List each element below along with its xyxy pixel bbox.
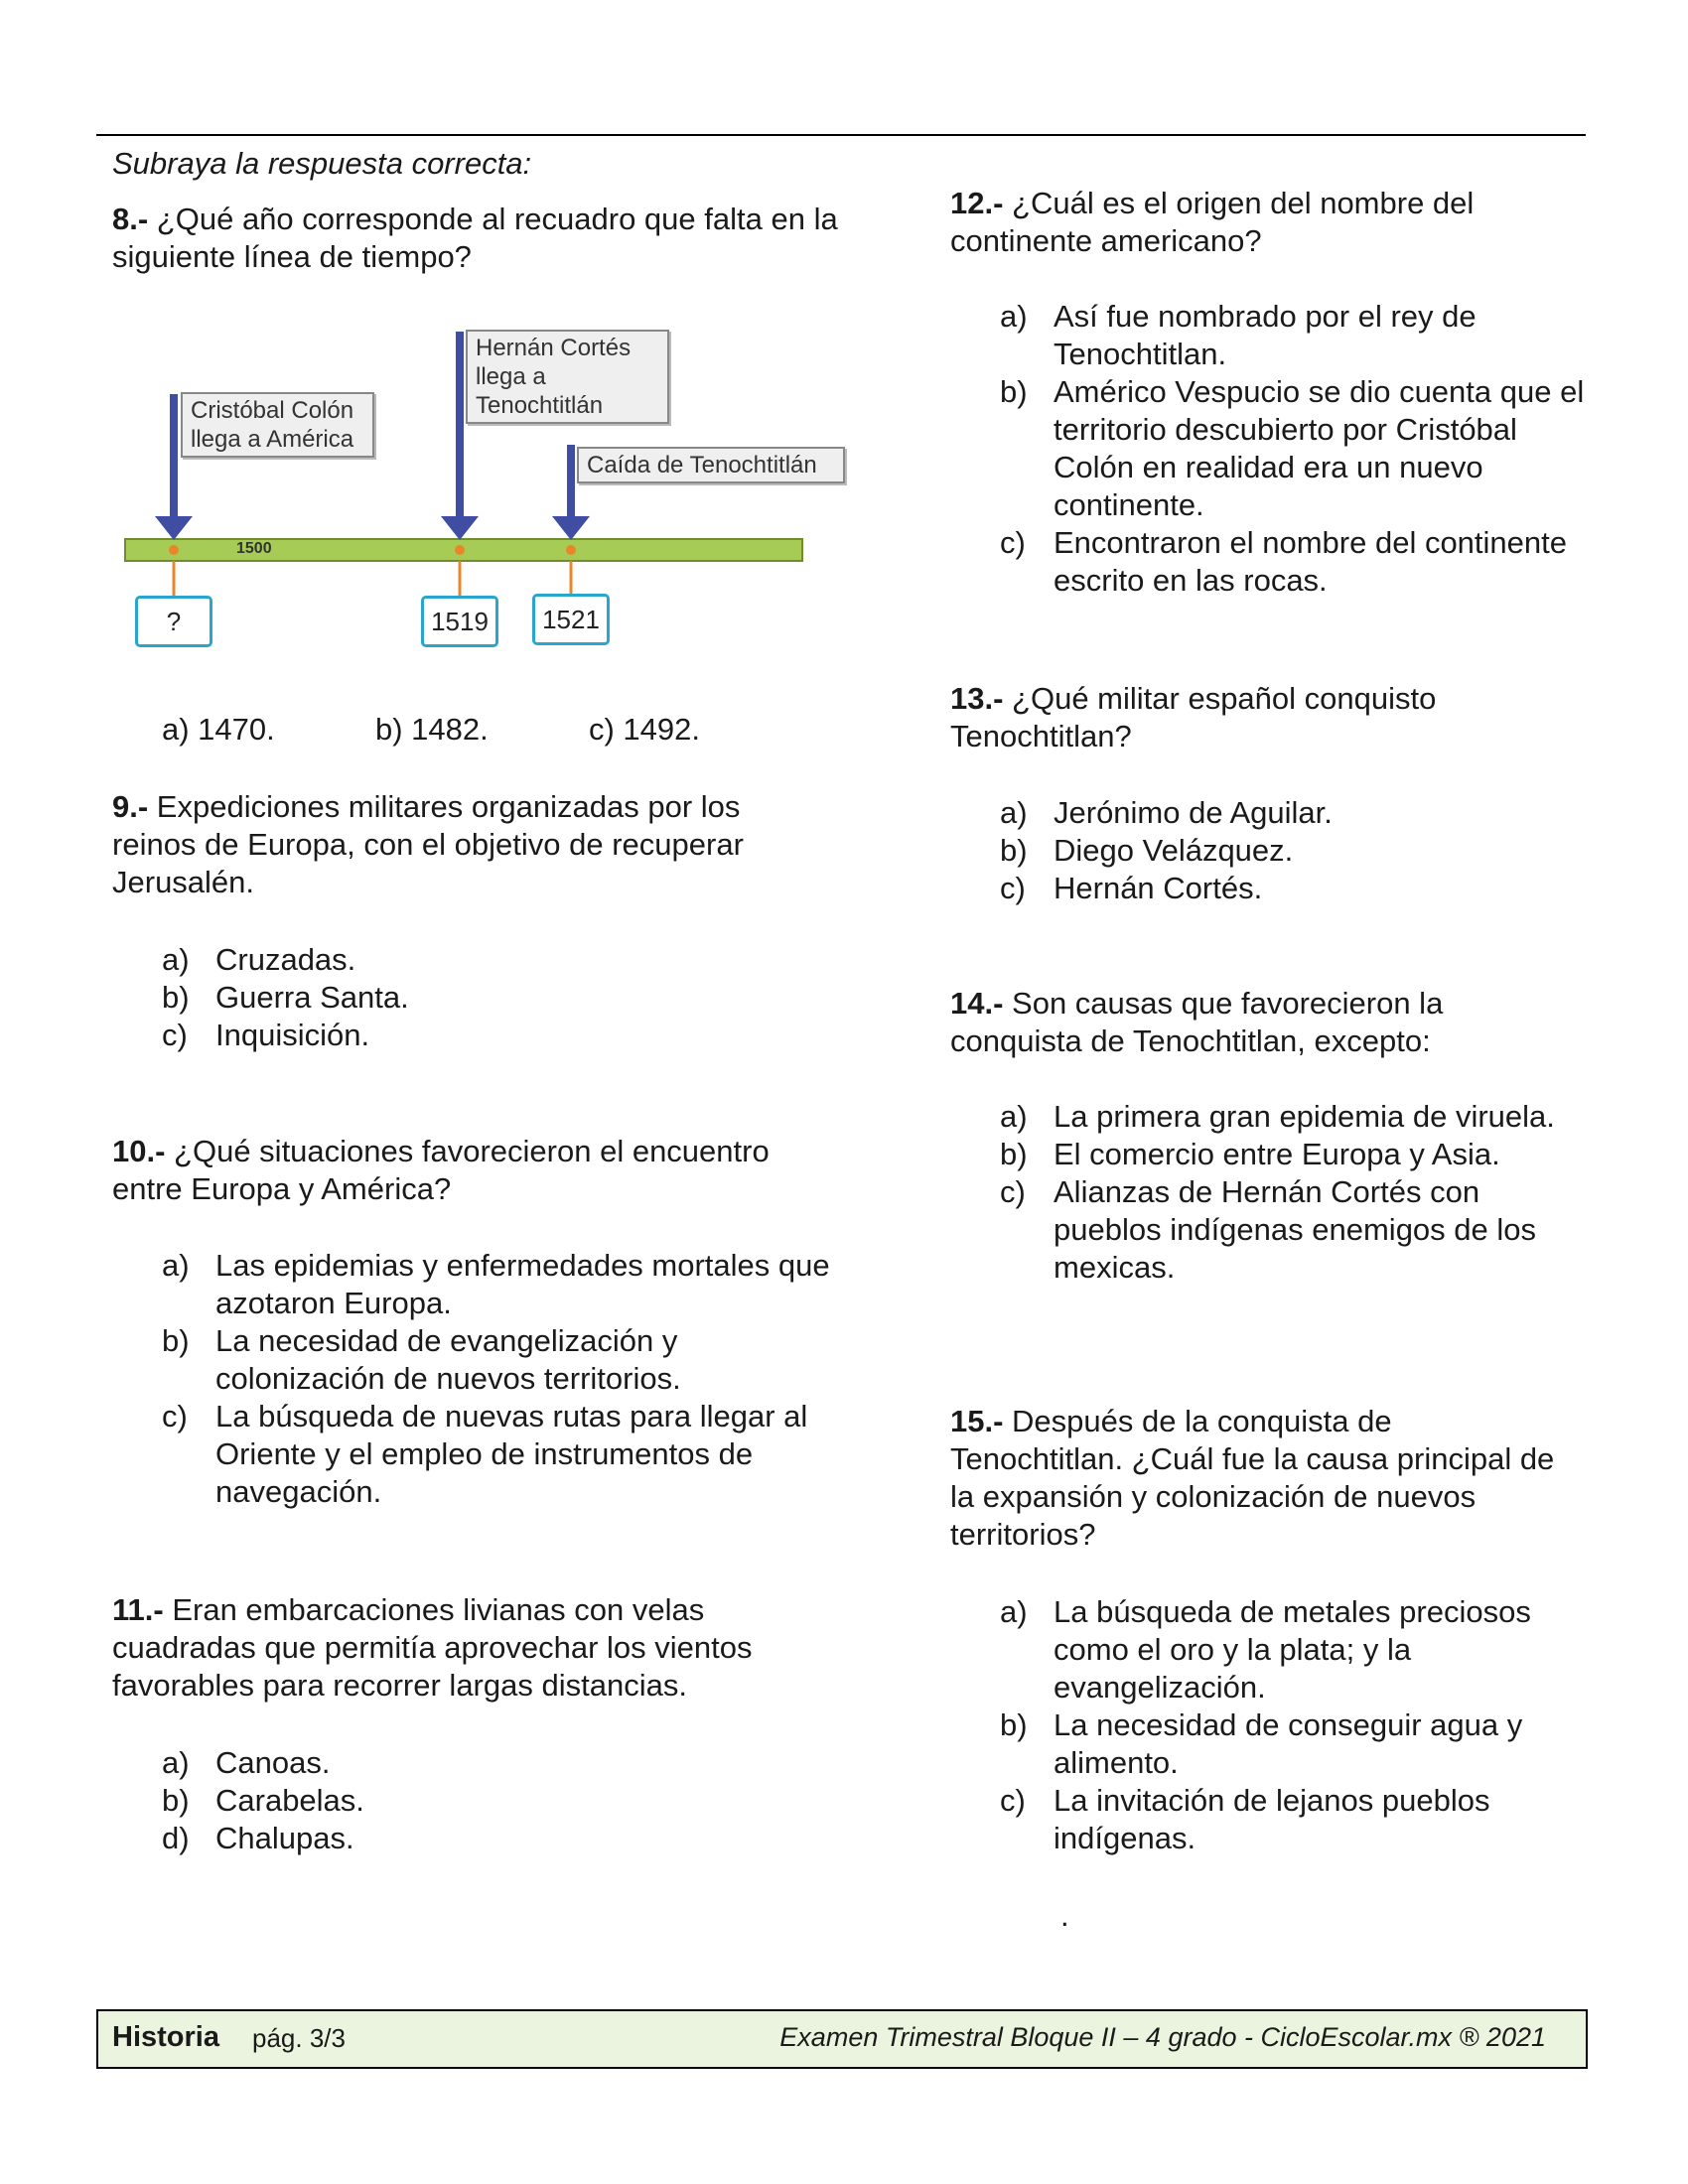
- option-a[interactable]: a) La primera gran epidemia de viruela.: [1000, 1099, 1555, 1134]
- question-number: 15.-: [950, 1404, 1004, 1438]
- arrow-shaft-2: [456, 332, 464, 516]
- option-c[interactable]: c) La invitación de lejanos pueblos indígenas.: [1000, 1783, 1490, 1855]
- option-a[interactable]: a) Cruzadas.: [162, 942, 356, 977]
- arrow-shaft-3: [567, 445, 575, 516]
- option-b[interactable]: b) Carabelas.: [162, 1783, 364, 1818]
- q11-options: [162, 1744, 837, 1857]
- footer-exam: Examen Trimestral Bloque II – 4 grado - CicloEscolar.mx ® 2021: [779, 2022, 1546, 2052]
- q10-options: [162, 1247, 847, 1511]
- option-b[interactable]: b) La necesidad de conseguir agua y alimento.: [1000, 1707, 1523, 1780]
- question-text: ¿Cuál es el origen del nombre del continente americano?: [950, 186, 1475, 258]
- q12-options: [1000, 298, 1596, 600]
- option-c[interactable]: c) Alianzas de Hernán Cortés con pueblos indígenas enemigos de los mexicas.: [1000, 1174, 1537, 1285]
- event-box-cortes: Hernán Cortés llega a Tenochtitlán: [466, 330, 669, 424]
- question-text: Expediciones militares organizadas por los reinos de Europa, con el objetivo de recuperar Jerusalén.: [112, 789, 744, 899]
- question-text: Después de la conquista de Tenochtitlan. ¿Cuál fue la causa principal de la expansión y colonización de nuevos territorios?: [950, 1404, 1555, 1552]
- event-box-colon: Cristóbal Colón llega a América: [181, 392, 374, 458]
- question-text: Son causas que favorecieron la conquista de Tenochtitlan, excepto:: [950, 986, 1444, 1058]
- instruction: Subraya la respuesta correcta:: [112, 146, 532, 181]
- option-a[interactable]: a) Canoas.: [162, 1745, 331, 1780]
- option-a[interactable]: a) Así fue nombrado por el rey de Tenochtitlan.: [1000, 299, 1477, 371]
- question-8: [112, 201, 847, 276]
- stray-dot: .: [1060, 1898, 1069, 1933]
- question-number: 8.-: [112, 202, 149, 236]
- question-number: 9.-: [112, 789, 149, 824]
- q14-options: [1000, 1098, 1596, 1287]
- top-rule: [96, 134, 1586, 136]
- year-box-1519: 1519: [421, 596, 498, 647]
- q13-options: [1000, 794, 1596, 907]
- option-b[interactable]: b) El comercio entre Europa y Asia.: [1000, 1137, 1500, 1171]
- q9-options: [162, 941, 837, 1054]
- year-box-missing: ?: [135, 596, 212, 647]
- option-a[interactable]: a) Las epidemias y enfermedades mortales que azotaron Europa.: [162, 1248, 830, 1320]
- option-d[interactable]: d) Chalupas.: [162, 1821, 354, 1855]
- footer: [96, 2009, 1588, 2069]
- option-a[interactable]: a) La búsqueda de metales preciosos como el oro y la plata; y la evangelización.: [1000, 1594, 1531, 1705]
- arrow-head-1: [155, 516, 193, 540]
- option-c[interactable]: c) 1492.: [589, 712, 701, 747]
- option-c[interactable]: c) Encontraron el nombre del continente escrito en las rocas.: [1000, 525, 1567, 598]
- arrow-shaft-1: [170, 394, 178, 518]
- question-9: [112, 788, 827, 901]
- year-box-1521: 1521: [532, 594, 610, 645]
- option-b[interactable]: b) Américo Vespucio se dio cuenta que el territorio descubierto por Cristóbal Colón en realidad era un nuevo continente.: [1000, 374, 1585, 522]
- timeline-bar-label: 1500: [236, 540, 272, 557]
- arrow-head-2: [441, 516, 479, 540]
- timeline-figure: [119, 328, 844, 655]
- question-number: 13.-: [950, 681, 1004, 716]
- question-12: [950, 185, 1546, 260]
- option-c[interactable]: c) La búsqueda de nuevas rutas para llegar al Oriente y el empleo de instrumentos de navegación.: [162, 1399, 808, 1509]
- footer-page: pág. 3/3: [252, 2023, 346, 2053]
- option-b[interactable]: b) 1482.: [375, 712, 489, 747]
- question-text: ¿Qué situaciones favorecieron el encuentro entre Europa y América?: [112, 1134, 770, 1206]
- question-text: ¿Qué militar español conquisto Tenochtitlan?: [950, 681, 1437, 753]
- option-a[interactable]: a) 1470.: [162, 712, 275, 747]
- option-a[interactable]: a) Jerónimo de Aguilar.: [1000, 795, 1333, 830]
- arrow-head-3: [552, 516, 590, 540]
- footer-subject: Historia: [112, 2021, 219, 2053]
- question-number: 12.-: [950, 186, 1004, 220]
- option-c[interactable]: c) Hernán Cortés.: [1000, 871, 1263, 905]
- event-box-caida: Caída de Tenochtitlán: [577, 447, 845, 483]
- question-14: [950, 985, 1506, 1060]
- question-15: [950, 1403, 1566, 1554]
- question-13: [950, 680, 1546, 755]
- question-text: Eran embarcaciones livianas con velas cuadradas que permitía aprovechar los vientos favorables para recorrer largas distancias.: [112, 1592, 753, 1703]
- question-number: 11.-: [112, 1592, 164, 1627]
- option-c[interactable]: c) Inquisición.: [162, 1018, 370, 1052]
- question-10: [112, 1133, 827, 1208]
- option-b[interactable]: b) Guerra Santa.: [162, 980, 409, 1015]
- option-b[interactable]: b) La necesidad de evangelización y colonización de nuevos territorios.: [162, 1323, 681, 1396]
- option-b[interactable]: b) Diego Velázquez.: [1000, 833, 1294, 868]
- question-number: 10.-: [112, 1134, 166, 1168]
- question-number: 14.-: [950, 986, 1004, 1021]
- q15-options: [1000, 1593, 1596, 1857]
- question-text: ¿Qué año corresponde al recuadro que falta en la siguiente línea de tiempo?: [112, 202, 838, 274]
- question-11: [112, 1591, 827, 1705]
